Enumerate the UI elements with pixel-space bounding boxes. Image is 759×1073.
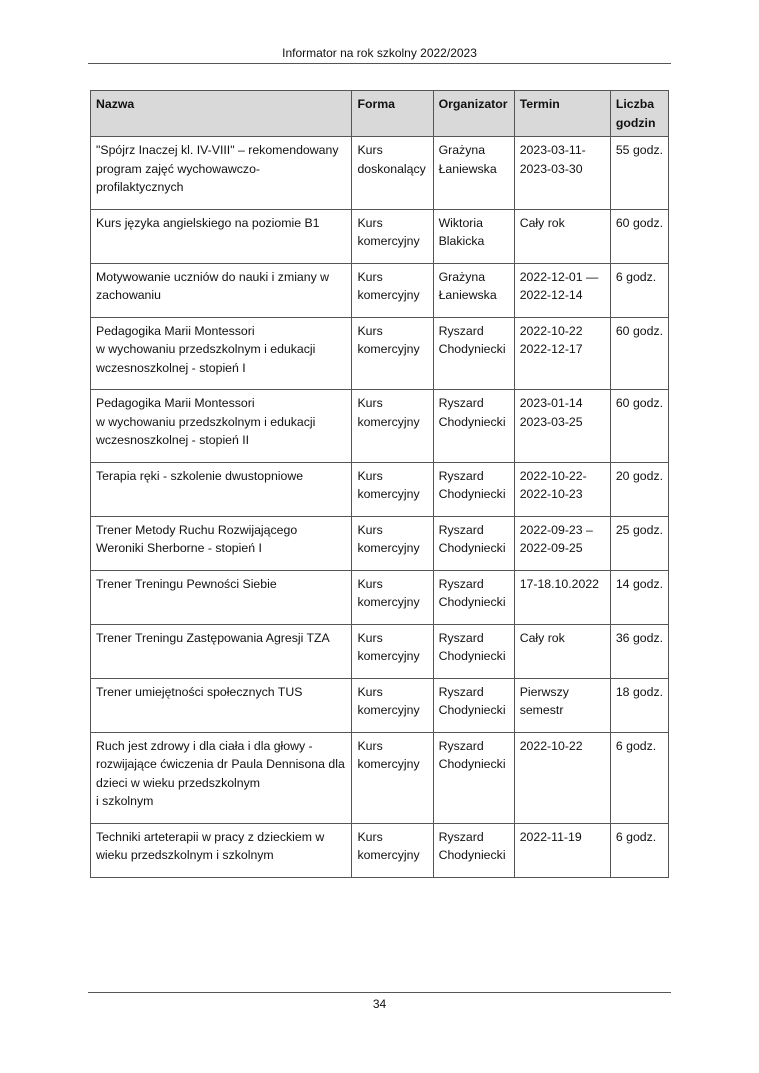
table-row [91,516,669,570]
cell-termin: 17-18.10.2022 [514,570,610,624]
cell-forma: Kurs doskonalący [352,137,433,210]
table-row [91,570,669,624]
cell-liczba-godzin: 6 godz. [610,823,668,877]
cell-forma: Kurs komercyjny [352,390,433,463]
cell-liczba-godzin: 25 godz. [610,516,668,570]
cell-termin: 2022-12-01 — 2022-12-14 [514,263,610,317]
cell-liczba-godzin: 60 godz. [610,209,668,263]
cell-forma: Kurs komercyjny [352,462,433,516]
column-header-organizator: Organizator [433,91,514,137]
cell-organizator: Ryszard Chodyniecki [433,390,514,463]
column-header-forma: Forma [352,91,433,137]
cell-nazwa: Pedagogika Marii Montessori w wychowaniu przedszkolnym i edukacji wczesnoszkolnej - stopień II [91,390,352,463]
cell-termin: 2022-10-22- 2022-10-23 [514,462,610,516]
table-row [91,823,669,877]
cell-liczba-godzin: 18 godz. [610,678,668,732]
cell-termin: Cały rok [514,624,610,678]
table-row [91,390,669,463]
column-header-termin: Termin [514,91,610,137]
cell-forma: Kurs komercyjny [352,317,433,390]
table-row [91,624,669,678]
courses-table [90,90,669,878]
cell-liczba-godzin: 60 godz. [610,390,668,463]
table-header-row [91,91,669,137]
cell-organizator: Ryszard Chodyniecki [433,624,514,678]
cell-nazwa: Trener Treningu Zastępowania Agresji TZA [91,624,352,678]
cell-forma: Kurs komercyjny [352,678,433,732]
cell-forma: Kurs komercyjny [352,823,433,877]
cell-forma: Kurs komercyjny [352,570,433,624]
table-row [91,732,669,823]
table-row [91,678,669,732]
cell-liczba-godzin: 60 godz. [610,317,668,390]
cell-nazwa: "Spójrz Inaczej kl. IV-VIII" – rekomendowany program zajęć wychowawczo-profilaktycznych [91,137,352,210]
cell-liczba-godzin: 6 godz. [610,263,668,317]
cell-termin: 2023-03-11- 2023-03-30 [514,137,610,210]
cell-liczba-godzin: 6 godz. [610,732,668,823]
cell-termin: 2022-10-22 [514,732,610,823]
cell-nazwa: Trener Treningu Pewności Siebie [91,570,352,624]
header-rule [88,63,671,64]
column-header-nazwa: Nazwa [91,91,352,137]
cell-nazwa: Trener Metody Ruchu Rozwijającego Weroniki Sherborne - stopień I [91,516,352,570]
cell-nazwa: Techniki arteterapii w pracy z dzieckiem w wieku przedszkolnym i szkolnym [91,823,352,877]
cell-forma: Kurs komercyjny [352,263,433,317]
cell-organizator: Ryszard Chodyniecki [433,732,514,823]
cell-organizator: Wiktoria Blakicka [433,209,514,263]
cell-termin: Pierwszy semestr [514,678,610,732]
column-header-liczba-godzin: Liczba godzin [610,91,668,137]
cell-organizator: Grażyna Łaniewska [433,263,514,317]
page-header: Informator na rok szkolny 2022/2023 [282,46,477,60]
cell-termin: 2022-10-22 2022-12-17 [514,317,610,390]
cell-liczba-godzin: 14 godz. [610,570,668,624]
cell-termin: 2022-11-19 [514,823,610,877]
cell-nazwa: Terapia ręki - szkolenie dwustopniowe [91,462,352,516]
cell-forma: Kurs komercyjny [352,732,433,823]
cell-nazwa: Pedagogika Marii Montessori w wychowaniu przedszkolnym i edukacji wczesnoszkolnej - stopień I [91,317,352,390]
cell-liczba-godzin: 20 godz. [610,462,668,516]
table-row [91,462,669,516]
cell-nazwa: Trener umiejętności społecznych TUS [91,678,352,732]
cell-organizator: Ryszard Chodyniecki [433,678,514,732]
cell-organizator: Ryszard Chodyniecki [433,823,514,877]
cell-nazwa: Ruch jest zdrowy i dla ciała i dla głowy - rozwijające ćwiczenia dr Paula Dennisona dla dzieci w wieku przedszkolnym i szkolnym [91,732,352,823]
cell-forma: Kurs komercyjny [352,209,433,263]
cell-termin: 2022-09-23 – 2022-09-25 [514,516,610,570]
cell-organizator: Ryszard Chodyniecki [433,462,514,516]
table-body [91,137,669,878]
table-row [91,317,669,390]
table-row [91,209,669,263]
cell-forma: Kurs komercyjny [352,624,433,678]
cell-liczba-godzin: 36 godz. [610,624,668,678]
cell-organizator: Ryszard Chodyniecki [433,570,514,624]
cell-termin: 2023-01-14 2023-03-25 [514,390,610,463]
footer-rule [88,992,671,993]
cell-nazwa: Kurs języka angielskiego na poziomie B1 [91,209,352,263]
page-number: 34 [372,997,387,1011]
cell-termin: Cały rok [514,209,610,263]
table-row [91,137,669,210]
cell-forma: Kurs komercyjny [352,516,433,570]
cell-nazwa: Motywowanie uczniów do nauki i zmiany w zachowaniu [91,263,352,317]
cell-organizator: Ryszard Chodyniecki [433,317,514,390]
cell-liczba-godzin: 55 godz. [610,137,668,210]
cell-organizator: Ryszard Chodyniecki [433,516,514,570]
cell-organizator: Grażyna Łaniewska [433,137,514,210]
table-row [91,263,669,317]
